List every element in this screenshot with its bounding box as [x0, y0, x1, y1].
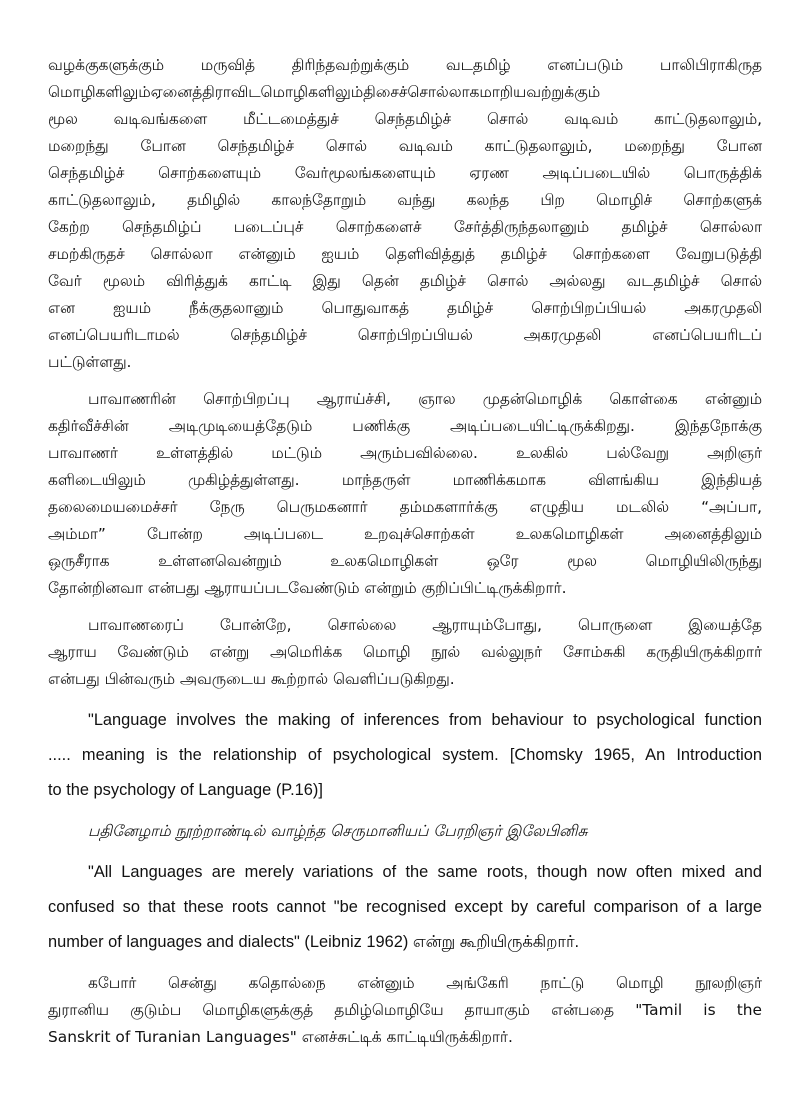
text-line: பாவாணரின் சொற்பிறப்பு ஆராய்ச்சி, ஞால முதன்மொழிக் கொள்கை என்னும்	[88, 390, 762, 408]
text-line: confused so that these roots cannot "be recognised except by careful comparison of a large	[48, 898, 762, 916]
quote-leibniz	[48, 855, 762, 960]
text-line: தலைமையமைச்சர் நேரு பெருமகனார் தம்மகளார்க்கு எழுதிய மடலில் “அப்பா,	[48, 498, 762, 516]
text-line: பதினேழாம் நூற்றாண்டில் வாழ்ந்த செருமானியப் பேரறிஞர் இலேபினிசு	[88, 822, 588, 840]
text-line: "Language involves the making of inferences from behaviour to psychological function	[88, 711, 762, 729]
text-line: ஆராய வேண்டும் என்று அமெரிக்க மொழி நூல் வல்லுநர் சோம்சுகி கருதியிருக்கிறார்	[48, 643, 762, 661]
text-line: "All Languages are merely variations of the same roots, though now often mixed and	[88, 863, 762, 881]
text-line: to the psychology of Language (P.16)]	[48, 781, 323, 799]
text-line: தோன்றினவா என்பது ஆராயப்படவேண்டும் என்றும் குறிப்பிட்டிருக்கிறார்.	[48, 579, 567, 597]
text-line: காட்டுதலாலும், தமிழில் காலந்தோறும் வந்து கலந்த பிற மொழிச் சொற்களுக்	[48, 191, 762, 209]
paragraph-leibniz-intro	[48, 818, 762, 845]
text-line: number of languages and dialects" (Leibniz 1962) என்று கூறியிருக்கிறார்.	[48, 933, 580, 951]
text-line: வழக்குகளுக்கும் மருவித் திரிந்தவற்றுக்கும் வடதமிழ் எனப்படும் பாலிபிராகிருத	[48, 56, 762, 74]
text-line: ஒருசீராக உள்ளனவென்றும் உலகமொழிகள் ஒரே மூல மொழியிலிருந்து	[48, 552, 762, 570]
quote-chomsky	[48, 703, 762, 808]
text-line: Sanskrit of Turanian Languages" எனச்சுட்டிக் காட்டியிருக்கிறார்.	[48, 1028, 513, 1046]
text-line: மொழிகளிலும்ஏனைத்திராவிடமொழிகளிலும்திசைச்சொல்லாகமாறியவற்றுக்கும்	[48, 83, 601, 101]
text-line: என ஐயம் நீக்குதலானும் பொதுவாகத் தமிழ்ச் சொற்பிறப்பியல் அகரமுதலி	[48, 299, 762, 317]
text-line: கபோர் சென்து கதொல்நை என்னும் அங்கேரி நாட்டு மொழி நூலறிஞர்	[88, 974, 762, 992]
text-line: பாவாணர் உள்ளத்தில் மட்டும் அரும்பவில்லை. உலகில் பல்வேறு அறிஞர்	[48, 444, 762, 462]
text-line: ..... meaning is the relationship of psychological system. [Chomsky 1965, An Introduction	[48, 746, 762, 764]
paragraph-chomsky-intro	[48, 612, 762, 693]
paragraph-etymology-dictionary	[48, 52, 762, 376]
text-line: செந்தமிழ்ச் சொற்களையும் வேர்மூலங்களையும் ஏரண அடிப்படையில் பொருத்திக்	[48, 164, 762, 182]
text-line: பட்டுள்ளது.	[48, 353, 132, 371]
text-line: என்பது பின்வரும் அவருடைய கூற்றால் வெளிப்படுகிறது.	[48, 670, 455, 688]
text-line: கேற்ற செந்தமிழ்ப் படைப்புச் சொற்களைச் சேர்த்திருந்தலானும் தமிழ்ச் சொல்லா	[48, 218, 762, 236]
paragraph-world-language-theory	[48, 386, 762, 602]
text-line: மூல வடிவங்களை மீட்டமைத்துச் செந்தமிழ்ச் சொல் வடிவம் காட்டுதலாலும்,	[48, 110, 762, 128]
text-line: பாவாணரைப் போன்றே, சொல்லை ஆராயும்போது, பொருளை இயைத்தே	[88, 616, 762, 634]
text-line: வேர் மூலம் விரித்துக் காட்டி இது தென் தமிழ்ச் சொல் அல்லது வடதமிழ்ச் சொல்	[48, 272, 762, 290]
text-line: அம்மா” போன்ற அடிப்படை உறவுச்சொற்கள் உலகமொழிகள் அனைத்திலும்	[48, 525, 762, 543]
paragraph-gabor-turanian	[48, 970, 762, 1051]
text-line: கதிர்வீச்சின் அடிமுடியைத்தேடும் பணிக்கு அடிப்படையிட்டிருக்கிறது. இந்தநோக்கு	[48, 417, 762, 435]
text-line: மறைந்து போன செந்தமிழ்ச் சொல் வடிவம் காட்டுதலாலும், மறைந்து போன	[48, 137, 762, 155]
text-line: சமற்கிருதச் சொல்லா என்னும் ஐயம் தெளிவித்துத் தமிழ்ச் சொற்களை வேறுபடுத்தி	[48, 245, 762, 263]
text-line: எனப்பெயரிடாமல் செந்தமிழ்ச் சொற்பிறப்பியல் அகரமுதலி எனப்பெயரிடப்	[48, 326, 762, 344]
text-line: துரானிய குடும்ப மொழிகளுக்குத் தமிழ்மொழியே தாயாகும் என்பதை "Tamil is the	[48, 1001, 762, 1019]
text-line: களிடையிலும் முகிழ்த்துள்ளது. மாந்தருள் மாணிக்கமாக விளங்கிய இந்தியத்	[48, 471, 762, 489]
document-page	[48, 52, 762, 1051]
